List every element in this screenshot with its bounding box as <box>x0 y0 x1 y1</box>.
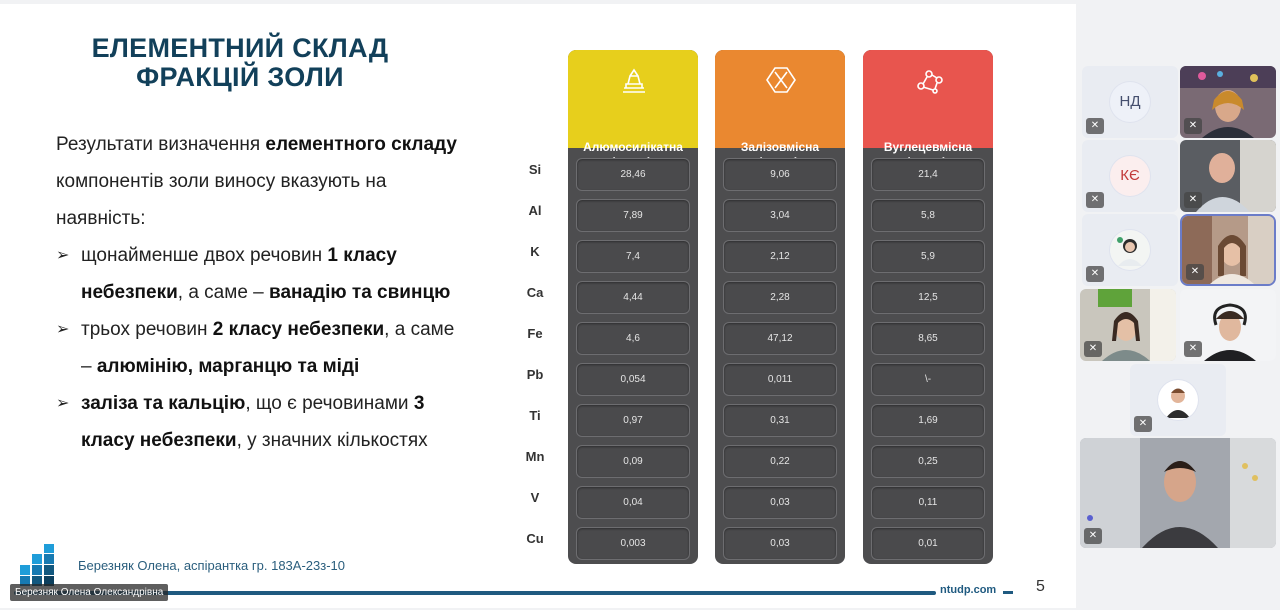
mic-off-icon[interactable]: ✕ <box>1186 264 1204 280</box>
table-cell: 0,03 <box>723 486 837 519</box>
element-label: Al <box>528 203 542 218</box>
arrow-icon: ➢ <box>56 247 70 264</box>
table-cell: 5,8 <box>871 199 985 232</box>
participant-tile-ke[interactable] <box>1082 140 1178 212</box>
intro-paragraph: Результати визначення елементного складу компонентів золи виносу вказують на наявність: <box>56 134 457 229</box>
mic-off-icon[interactable]: ✕ <box>1086 118 1104 134</box>
participant-tile-video-6[interactable] <box>1080 438 1276 548</box>
column-carbon <box>863 50 993 564</box>
table-cell: 0,11 <box>871 486 985 519</box>
table-cell: 21,4 <box>871 158 985 191</box>
element-label: Ca <box>526 285 544 300</box>
slide-number: 5 <box>1036 578 1045 595</box>
table-cell: 4,44 <box>576 281 690 314</box>
element-label: K <box>530 244 540 259</box>
mic-off-icon[interactable]: ✕ <box>1084 528 1102 544</box>
participant-tile-video-3-active[interactable] <box>1182 216 1274 284</box>
footer-dash <box>1003 591 1013 594</box>
molecule-icon <box>913 64 945 96</box>
table-cell: 47,12 <box>723 322 837 355</box>
mic-off-icon[interactable]: ✕ <box>1086 192 1104 208</box>
avatar: НД <box>1110 82 1150 122</box>
avatar <box>1110 230 1150 270</box>
mic-off-icon[interactable]: ✕ <box>1086 266 1104 282</box>
table-cell: 0,04 <box>576 486 690 519</box>
bullet-1: ➢ щонайменше двох речовин 1 класу небезпеки, а саме – ванадію та свинцю <box>56 237 466 311</box>
element-label: Ti <box>529 408 541 423</box>
table-cell: 8,65 <box>871 322 985 355</box>
participant-tile-6[interactable] <box>1130 364 1226 436</box>
table-cell: 0,011 <box>723 363 837 396</box>
presentation-slide <box>0 4 1076 608</box>
column-aluminosilicate <box>568 50 698 564</box>
mic-off-icon[interactable]: ✕ <box>1184 341 1202 357</box>
hexagon-x-icon <box>765 64 797 96</box>
column-header: Залізовмісна <box>715 50 845 148</box>
slide-text <box>56 126 466 459</box>
participant-tile-video-2[interactable] <box>1180 140 1276 212</box>
table-cell: 0,25 <box>871 445 985 478</box>
element-label: V <box>530 490 540 505</box>
table-cell: 2,28 <box>723 281 837 314</box>
table-cell: 12,5 <box>871 281 985 314</box>
table-cell: 0,054 <box>576 363 690 396</box>
arrow-icon: ➢ <box>56 321 70 338</box>
table-cell: 9,06 <box>723 158 837 191</box>
table-cell: 28,46 <box>576 158 690 191</box>
column-header: Вуглецевмісна <box>863 50 993 148</box>
mic-off-icon[interactable]: ✕ <box>1084 341 1102 357</box>
element-label: Si <box>528 162 542 177</box>
table-cell: 0,003 <box>576 527 690 560</box>
table-cell: 0,01 <box>871 527 985 560</box>
participant-tile-3[interactable] <box>1082 214 1178 286</box>
arrow-icon: ➢ <box>56 395 70 412</box>
table-cell: 0,03 <box>723 527 837 560</box>
table-cell: 3,04 <box>723 199 837 232</box>
participant-tile-video-4[interactable] <box>1080 289 1176 361</box>
table-cell: 0,22 <box>723 445 837 478</box>
site-url: ntudp.com <box>940 584 997 596</box>
bullet-3: ➢ заліза та кальцію, що є речовинами 3 класу небезпеки, у значних кількостях <box>56 385 466 459</box>
table-cell: \- <box>871 363 985 396</box>
element-label: Mn <box>525 449 545 464</box>
table-cell: 0,31 <box>723 404 837 437</box>
university-logo <box>18 544 64 588</box>
slide-title: ЕЛЕМЕНТНИЙ СКЛАД ФРАКЦІЙ ЗОЛИ <box>91 33 389 92</box>
crane-icon <box>618 64 650 96</box>
bullet-2: ➢ трьох речовин 2 класу небезпеки, а саме – алюмінію, марганцю та міді <box>56 311 466 385</box>
presenter-name-tag: Березняк Олена Олександрівна <box>10 584 168 601</box>
avatar: КЄ <box>1110 156 1150 196</box>
table-cell: 4,6 <box>576 322 690 355</box>
element-label: Pb <box>526 367 544 382</box>
author-caption: Березняк Олена, аспірантка гр. 183А-23з-10 <box>78 558 345 573</box>
participant-tile-nd[interactable] <box>1082 66 1178 138</box>
column-header: Алюмосилікатна <box>568 50 698 148</box>
column-iron <box>715 50 845 564</box>
table-cell: 5,9 <box>871 240 985 273</box>
table-cell: 0,09 <box>576 445 690 478</box>
table-cell: 1,69 <box>871 404 985 437</box>
table-cell: 0,97 <box>576 404 690 437</box>
mic-off-icon[interactable]: ✕ <box>1134 416 1152 432</box>
mic-off-icon[interactable]: ✕ <box>1184 192 1202 208</box>
mic-off-icon[interactable]: ✕ <box>1184 118 1202 134</box>
table-cell: 2,12 <box>723 240 837 273</box>
avatar <box>1158 380 1198 420</box>
video-feed <box>1080 438 1276 548</box>
element-label: Fe <box>527 326 543 341</box>
table-cell: 7,4 <box>576 240 690 273</box>
participant-tile-video-1[interactable] <box>1180 66 1276 138</box>
table-cell: 7,89 <box>576 199 690 232</box>
element-label: Cu <box>526 531 544 546</box>
participant-tile-video-5[interactable] <box>1180 289 1276 361</box>
